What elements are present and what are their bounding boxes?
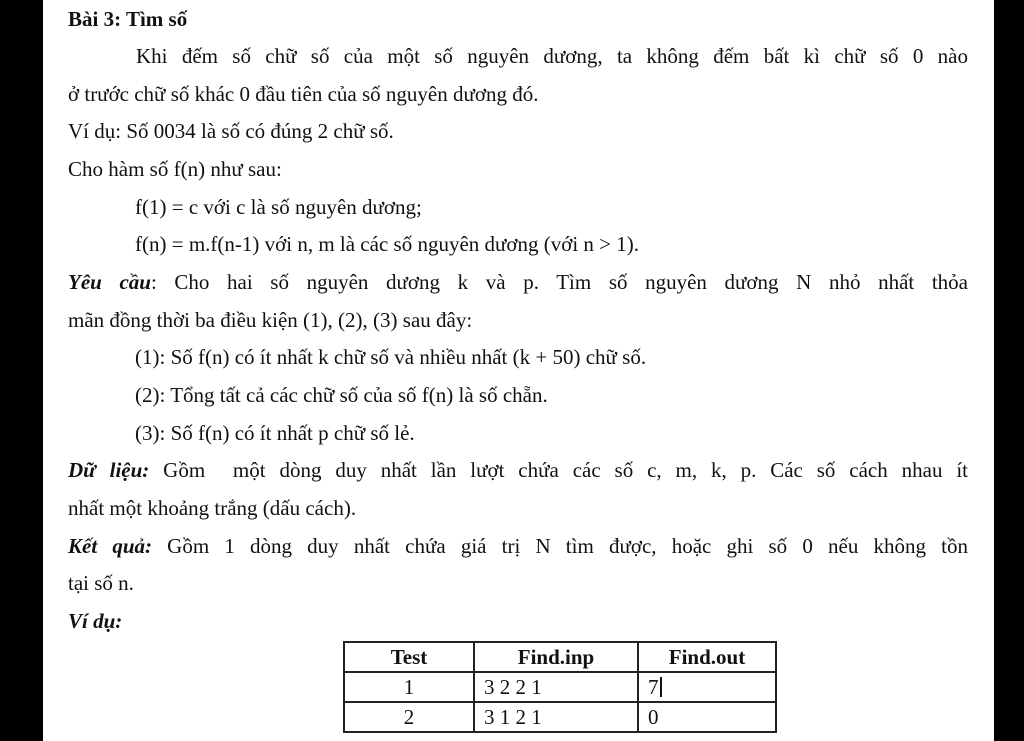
input-line-2: nhất một khoảng trắng (dấu cách). xyxy=(68,496,357,520)
function-definition-1: f(1) = c với c là số nguyên dương; xyxy=(135,195,422,219)
text-cursor xyxy=(660,677,662,697)
input-label: Dữ liệu: xyxy=(68,458,150,482)
output-line-2: tại số n. xyxy=(68,571,134,595)
table-row xyxy=(344,702,776,732)
example-sentence: Ví dụ: Số 0034 là số có đúng 2 chữ số. xyxy=(68,119,394,143)
header-find-out: Find.out xyxy=(638,642,776,672)
table-header-row xyxy=(344,642,776,672)
cell-output[interactable] xyxy=(638,672,776,702)
output-text: Gồm 1 dòng duy nhất chứa giá trị N tìm được, hoặc ghi số 0 nếu không tồn xyxy=(152,534,968,558)
input-text: Gồm một dòng duy nhất lần lượt chứa các số c, m, k, p. Các số cách nhau ít xyxy=(149,458,968,482)
cell-input: 3 2 2 1 xyxy=(474,672,638,702)
cell-test: 1 xyxy=(344,672,474,702)
function-definition-2: f(n) = m.f(n-1) với n, m là các số nguyên dương (với n > 1). xyxy=(135,232,640,256)
header-find-inp: Find.inp xyxy=(474,642,638,672)
table-row xyxy=(344,672,776,702)
function-intro: Cho hàm số f(n) như sau: xyxy=(68,157,282,181)
condition-1: (1): Số f(n) có ít nhất k chữ số và nhiều nhất (k + 50) chữ số. xyxy=(135,345,647,369)
requirement-label: Yêu cầu xyxy=(68,270,151,294)
requirement-line-2: mãn đồng thời ba điều kiện (1), (2), (3) sau đây: xyxy=(68,308,473,332)
intro-line-1: Khi đếm số chữ số của một số nguyên dương, ta không đếm bất kì chữ số 0 nào xyxy=(136,44,968,68)
examples-label: Ví dụ: xyxy=(68,609,123,633)
input-line-1 xyxy=(68,457,968,483)
cell-test: 2 xyxy=(344,702,474,732)
document-page xyxy=(43,0,994,741)
condition-2: (2): Tổng tất cả các chữ số của số f(n) là số chẵn. xyxy=(135,383,548,407)
cell-output: 0 xyxy=(638,702,776,732)
cell-output-value: 7 xyxy=(648,674,659,699)
output-label: Kết quả: xyxy=(68,534,152,558)
cell-input: 3 1 2 1 xyxy=(474,702,638,732)
output-line-1 xyxy=(68,533,968,559)
intro-line-2: ở trước chữ số khác 0 đầu tiên của số nguyên dương đó. xyxy=(68,82,539,106)
requirement-line-1 xyxy=(68,269,968,295)
condition-3: (3): Số f(n) có ít nhất p chữ số lẻ. xyxy=(135,421,415,445)
examples-table xyxy=(343,641,777,733)
problem-title: Bài 3: Tìm số xyxy=(68,7,188,31)
header-test: Test xyxy=(344,642,474,672)
requirement-text: : Cho hai số nguyên dương k và p. Tìm số nguyên dương N nhỏ nhất thỏa xyxy=(150,270,969,294)
